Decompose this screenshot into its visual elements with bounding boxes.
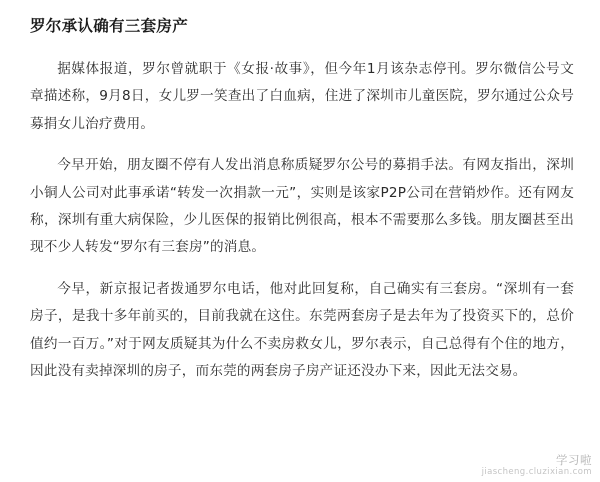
paragraph: 今早开始，朋友圈不停有人发出消息称质疑罗尔公号的募捐手法。有网友指出，深圳小铜人公司对此事承诺“转发一次捐款一元”，实则是该家P2P公司在营销炒作。还有网友称，深圳有重大病保险，少儿医保的报销比例很高，根本不需要那么多钱。朋友圈甚至出现不少人转发“罗尔有三套房”的消息。: [30, 157, 574, 256]
paragraph: 据媒体报道，罗尔曾就职于《女报·故事》，但今年1月该杂志停刊。罗尔微信公号文章描述称，9月8日，女儿罗一笑查出了白血病，住进了深圳市儿童医院，罗尔通过公众号募捐女儿治疗费用。: [30, 60, 574, 132]
watermark: [482, 453, 592, 478]
watermark-main-text: 学习啦: [556, 453, 592, 467]
page-title: 罗尔承认确有三套房产: [30, 17, 189, 35]
paragraph: 今早，新京报记者拨通罗尔电话，他对此回复称，自己确实有三套房。“深圳有一套房子，是我十多年前买的，目前我就在这住。东莞两套房子是去年为了投资买下的，总价值约一百万。”对于网友质疑其为什么不卖房救女儿，罗尔表示，自己总得有个住的地方，因此没有卖掉深圳的房子，而东莞的两套房子房产证还没办下来，因此无法交易。: [30, 280, 574, 380]
watermark-sub-text: jiascheng.cluzixian.com: [481, 467, 592, 478]
